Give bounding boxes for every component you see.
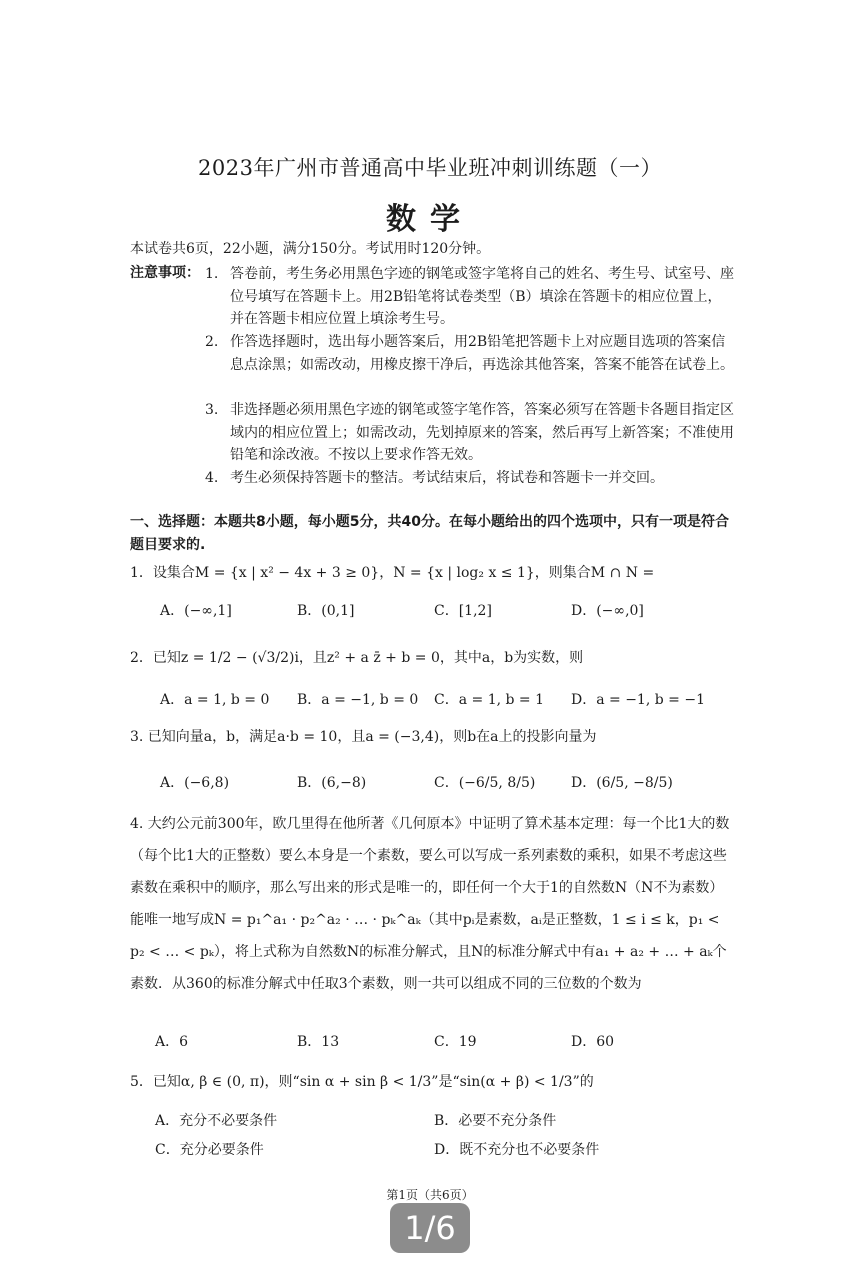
question-5-option-c: C．充分必要条件 — [155, 1142, 264, 1158]
subject-title: 数学 — [386, 202, 474, 237]
page-indicator: 1/6 — [390, 1203, 470, 1253]
question-4-option-c: C．19 — [434, 1034, 477, 1050]
question-3-option-d: D．(6/5, −8/5) — [571, 775, 673, 791]
question-2-option-d: D．a = −1, b = −1 — [571, 692, 705, 708]
question-4-option-b: B．13 — [297, 1034, 340, 1050]
question-4-stem: 4. 大约公元前300年，欧几里得在他所著《几何原本》中证明了算术基本定理：每一个比1大的数（每个比1大的正整数）要么本身是一个素数，要么可以写成一系列素数的乘积，如果不考虑这些素数在乘积中的顺序，那么写出来的形式是唯一的，即任何一个大于1的自然数N（N不为素数）能唯一地写成N = p₁^a₁ · p₂^a₂ · … · pₖ^aₖ（其中pᵢ是素数，aᵢ是正整数，1 ≤ i ≤ k，p₁ < p₂ < … < pₖ），将上式称为自然数N的标准分解式，且N的标准分解式中有a₁ + a₂ + … + aₖ个素数．从360的标准分解式中任取3个素数，则一共可以组成不同的三位数的个数为 — [130, 816, 730, 992]
question-5-option-a: A．充分不必要条件 — [155, 1113, 278, 1129]
note-item-4: 考生必须保持答题卡的整洁。考试结束后，将试卷和答题卡一并交回。 — [230, 470, 664, 486]
page-footer: 第1页（共6页） — [386, 1188, 474, 1202]
question-5-stem: 5．已知α, β ∈ (0, π)，则“sin α + sin β < 1/3”是“sin(α + β) < 1/3”的 — [130, 1074, 594, 1090]
question-4-option-d: D．60 — [571, 1034, 615, 1050]
question-3-option-c: C．(−6/5, 8/5) — [434, 775, 536, 791]
section-heading: 一、选择题：本题共8小题，每小题5分，共40分。在每小题给出的四个选项中，只有一项是符合题目要求的. — [130, 514, 729, 553]
note-num-4: 4. — [205, 470, 219, 486]
question-1-option-b: B．(0,1] — [297, 603, 355, 619]
question-2-option-b: B．a = −1, b = 0 — [297, 692, 419, 708]
notes-label: 注意事项： — [130, 265, 200, 281]
note-num-3: 3. — [205, 402, 219, 418]
question-1-option-a: A．(−∞,1] — [160, 603, 232, 619]
question-2-option-c: C．a = 1, b = 1 — [434, 692, 544, 708]
question-4-option-a: A．6 — [155, 1034, 189, 1050]
question-1-option-c: C．[1,2] — [434, 603, 492, 619]
question-5-option-d: D．既不充分也不必要条件 — [434, 1142, 600, 1158]
question-1-stem: 1．设集合M = {x | x² − 4x + 3 ≥ 0}，N = {x | log₂ x ≤ 1}，则集合M ∩ N = — [130, 565, 655, 581]
question-2-stem: 2．已知z = 1/2 − (√3/2)i，且z² + a z̄ + b = 0，其中a，b为实数，则 — [130, 650, 584, 666]
question-2-option-a: A．a = 1, b = 0 — [160, 692, 270, 708]
note-num-1: 1. — [205, 266, 219, 282]
question-1-option-d: D．(−∞,0] — [571, 603, 644, 619]
note-item-1: 答卷前，考生务必用黑色字迹的钢笔或签字笔将自己的姓名、考生号、试室号、座位号填写在答题卡上。用2B铅笔将试卷类型（B）填涂在答题卡的相应位置上，并在答题卡相应位置上填涂考生号。 — [230, 266, 734, 327]
question-3-option-b: B．(6,−8) — [297, 775, 367, 791]
note-item-2: 作答选择题时，选出每小题答案后，用2B铅笔把答题卡上对应题目选项的答案信息点涂黑；如需改动，用橡皮擦干净后，再选涂其他答案，答案不能答在试卷上。 — [230, 334, 734, 373]
note-num-2: 2. — [205, 334, 219, 350]
question-5-option-b: B．必要不充分条件 — [434, 1113, 557, 1129]
intro-text: 本试卷共6页，22小题，满分150分。考试用时120分钟。 — [130, 241, 491, 257]
question-3-option-a: A．(−6,8) — [160, 775, 230, 791]
note-item-3: 非选择题必须用黑色字迹的钢笔或签字笔作答，答案必须写在答题卡各题目指定区域内的相应位置上；如需改动，先划掉原来的答案，然后再写上新答案；不准使用铅笔和涂改液。不按以上要求作答无效。 — [230, 402, 734, 463]
question-3-stem: 3. 已知向量a，b，满足a·b = 10，且a = (−3,4)，则b在a上的投影向量为 — [130, 729, 597, 745]
exam-title: 2023年广州市普通高中毕业班冲刺训练题（一） — [198, 156, 662, 180]
